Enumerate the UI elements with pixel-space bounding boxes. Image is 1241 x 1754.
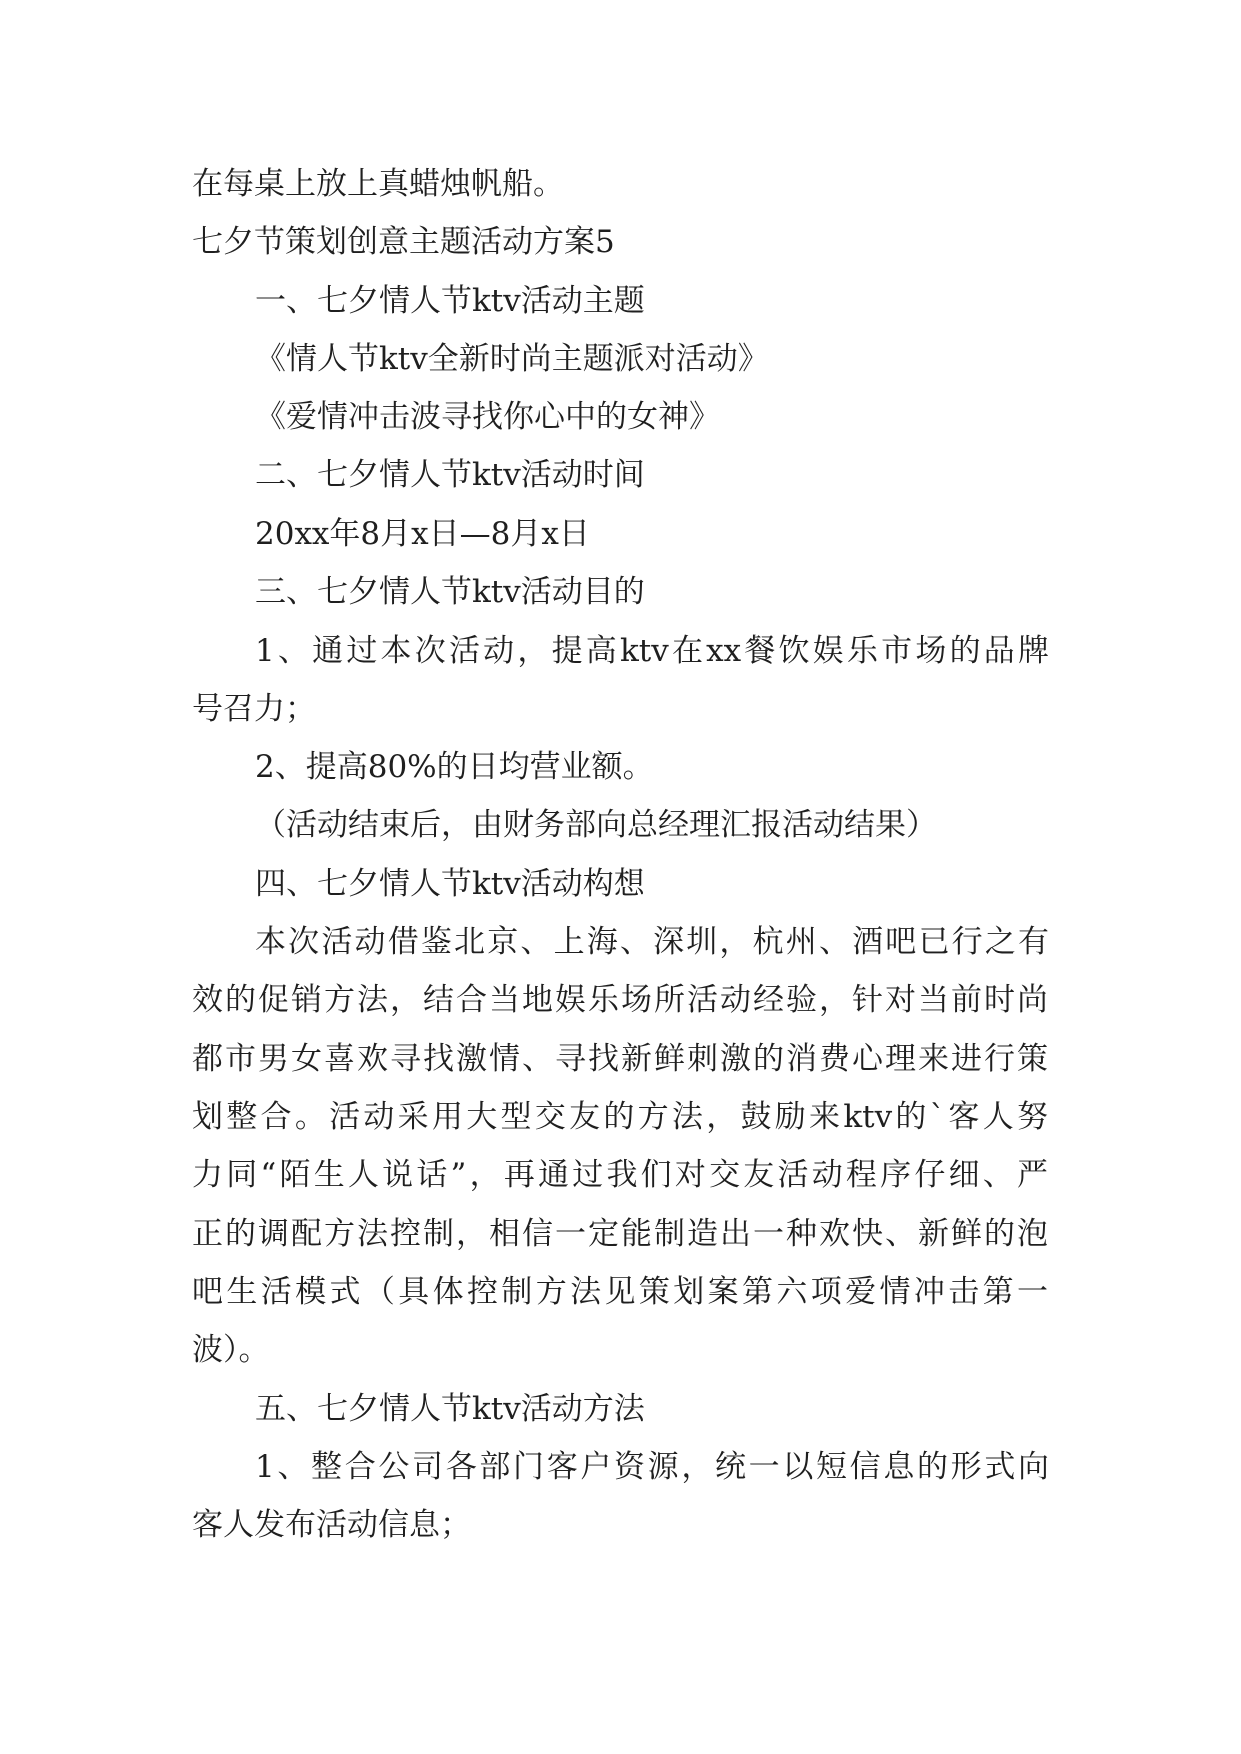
paragraph-line: 1、通过本次活动，提高ktv在xx餐饮娱乐市场的品牌	[255, 633, 1049, 669]
paragraph-line: 划整合。活动采用大型交友的方法，鼓励来ktv的`客人努	[192, 1099, 1048, 1135]
paragraph-line: 《爱情冲击波寻找你心中的女神》	[255, 399, 720, 435]
subsection-heading: 四、七夕情人节ktv活动构想	[255, 866, 645, 902]
paragraph-line: 20xx年8月x日—8月x日	[255, 516, 590, 552]
paragraph-line: 正的调配方法控制，相信一定能制造出一种欢快、新鲜的泡	[192, 1216, 1048, 1252]
paragraph-line: 效的促销方法，结合当地娱乐场所活动经验，针对当前时尚	[192, 982, 1048, 1018]
paragraph-line: 力同“陌生人说话”，再通过我们对交友活动程序仔细、严	[192, 1157, 1048, 1193]
paragraph-line: 2、提高80%的日均营业额。	[255, 749, 654, 785]
paragraph-line: 《情人节ktv全新时尚主题派对活动》	[255, 341, 769, 377]
subsection-heading: 一、七夕情人节ktv活动主题	[255, 283, 645, 319]
subsection-heading: 五、七夕情人节ktv活动方法	[255, 1391, 645, 1427]
paragraph-line: 波）。	[192, 1332, 270, 1368]
subsection-heading: 二、七夕情人节ktv活动时间	[255, 457, 645, 493]
paragraph-line: 号召力；	[192, 691, 316, 727]
subsection-heading: 三、七夕情人节ktv活动目的	[255, 574, 645, 610]
paragraph-line: 吧生活模式（具体控制方法见策划案第六项爱情冲击第一	[192, 1274, 1048, 1310]
paragraph-line: 1、整合公司各部门客户资源，统一以短信息的形式向	[255, 1449, 1049, 1485]
paragraph-line: 在每桌上放上真蜡烛帆船。	[192, 166, 564, 202]
paragraph-line: 本次活动借鉴北京、上海、深圳，杭州、酒吧已行之有	[255, 924, 1049, 960]
section-heading: 七夕节策划创意主题活动方案5	[192, 224, 615, 260]
paragraph-line: （活动结束后，由财务部向总经理汇报活动结果）	[255, 807, 937, 843]
paragraph-line: 客人发布活动信息；	[192, 1507, 471, 1543]
paragraph-line: 都市男女喜欢寻找激情、寻找新鲜刺激的消费心理来进行策	[192, 1041, 1048, 1077]
